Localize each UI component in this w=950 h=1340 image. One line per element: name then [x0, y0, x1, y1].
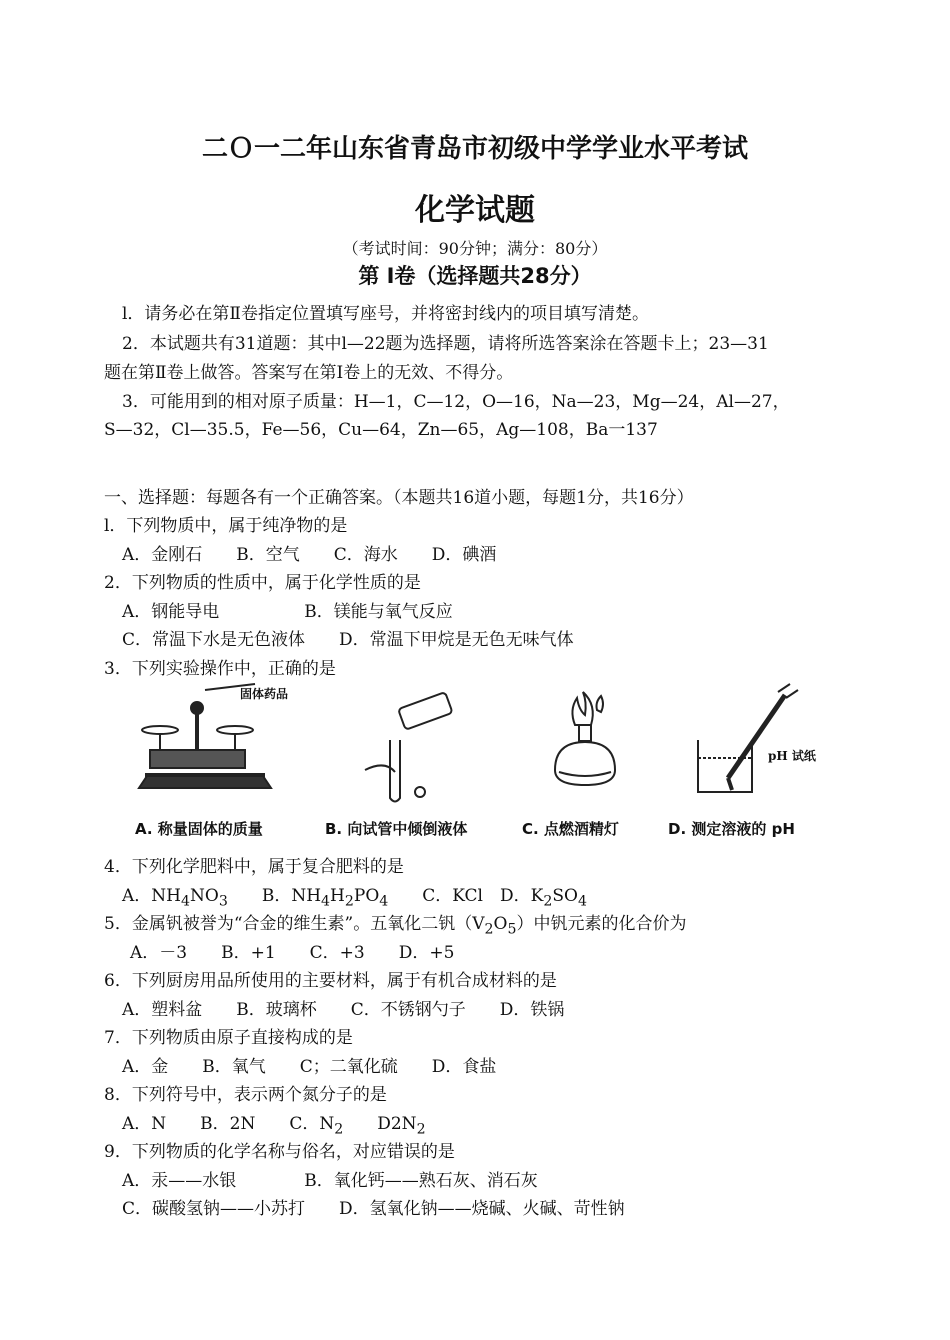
question-8-options: A．N B．2N C．$N_2$ $D2N_2$ — [122, 1114, 426, 1138]
figure-c-caption: C. 点燃酒精灯 — [522, 820, 619, 838]
question-4: 4．下列化学肥料中，属于复合肥料的是 — [104, 857, 404, 877]
question-5-options: A．－3 B．+1 C．+3 D．+5 — [130, 943, 455, 963]
section-heading: 一、选择题：每题各有一个正确答案。（本题共16道小题，每题1分，共16分） — [104, 488, 694, 508]
question-1-options: A．金刚石 B．空气 C．海水 D．碘酒 — [122, 545, 497, 565]
ph-paper-label: pH 试纸 — [768, 749, 816, 763]
question-8: 8．下列符号中，表示两个氮分子的是 — [104, 1085, 387, 1105]
instruction-3: 3．可能用到的相对原子质量：H—1，C—12，O—16，Na—23，Mg—24，Al—27， — [122, 392, 790, 412]
solid-drug-label: 固体药品 — [240, 687, 289, 701]
question-7: 7．下列物质由原子直接构成的是 — [104, 1028, 353, 1048]
exam-info: （考试时间：90分钟；满分：80分） — [342, 239, 608, 258]
instruction-1: l．请务必在第Ⅱ卷指定位置填写座号，并将密封线内的项目填写清楚。 — [122, 304, 649, 324]
exam-main-title: 二Ｏ一二年山东省青岛市初级中学学业水平考试 — [201, 134, 748, 164]
question-1: l．下列物质中，属于纯净物的是 — [104, 516, 348, 536]
question-9-options-ab: A．汞——水银 B．氧化钙——熟石灰、消石灰 — [122, 1171, 538, 1191]
question-9-options-cd: C．碳酸氢钠——小苏打 D．氢氧化钠——烧碱、火碱、苛性钠 — [122, 1199, 625, 1219]
figure-d-caption: D. 测定溶液的 pH — [668, 820, 795, 838]
question-4-options: A．$NH_4NO_3$ B．$NH_4H_2PO_4$ C．KCl D．$K_2SO_4$ — [122, 886, 587, 910]
question-2: 2．下列物质的性质中，属于化学性质的是 — [104, 573, 421, 593]
question-3: 3．下列实验操作中，正确的是 — [104, 659, 336, 679]
instruction-2-cont: 题在第Ⅱ卷上做答。答案写在第Ⅰ卷上的无效、不得分。 — [104, 363, 514, 383]
instruction-3-cont: S—32，Cl—35.5，Fe—56，Cu—64，Zn—65，Ag—108，Ba一137 — [104, 420, 658, 440]
instruction-2: 2．本试题共有31道题：其中l—22题为选择题，请将所选答案涂在答题卡上；23—31 — [122, 334, 769, 354]
question-5: 5．金属钒被誉为“合金的维生素”。五氧化二钒$(V_2O_5)$中钒元素的化合价为 — [104, 914, 687, 938]
figure-b-caption: B. 向试管中倾倒液体 — [325, 820, 468, 838]
question-7-options: A．金 B．氧气 C；二氧化硫 D．食盐 — [122, 1057, 497, 1077]
question-2-options-cd: C．常温下水是无色液体 D．常温下甲烷是无色无味气体 — [122, 630, 574, 650]
volume-title: 第 Ⅰ卷（选择题共28分） — [358, 264, 592, 288]
question-9: 9．下列物质的化学名称与俗名，对应错误的是 — [104, 1142, 455, 1162]
question-6: 6．下列厨房用品所使用的主要材料，属于有机合成材料的是 — [104, 971, 557, 991]
question-2-options-ab: A．钢能导电 B．镁能与氧气反应 — [122, 602, 453, 622]
figure-a-caption: A. 称量固体的质量 — [135, 820, 263, 838]
subject-title: 化学试题 — [415, 193, 535, 228]
question-6-options: A．塑料盆 B．玻璃杯 C．不锈钢勺子 D．铁锅 — [122, 1000, 565, 1020]
